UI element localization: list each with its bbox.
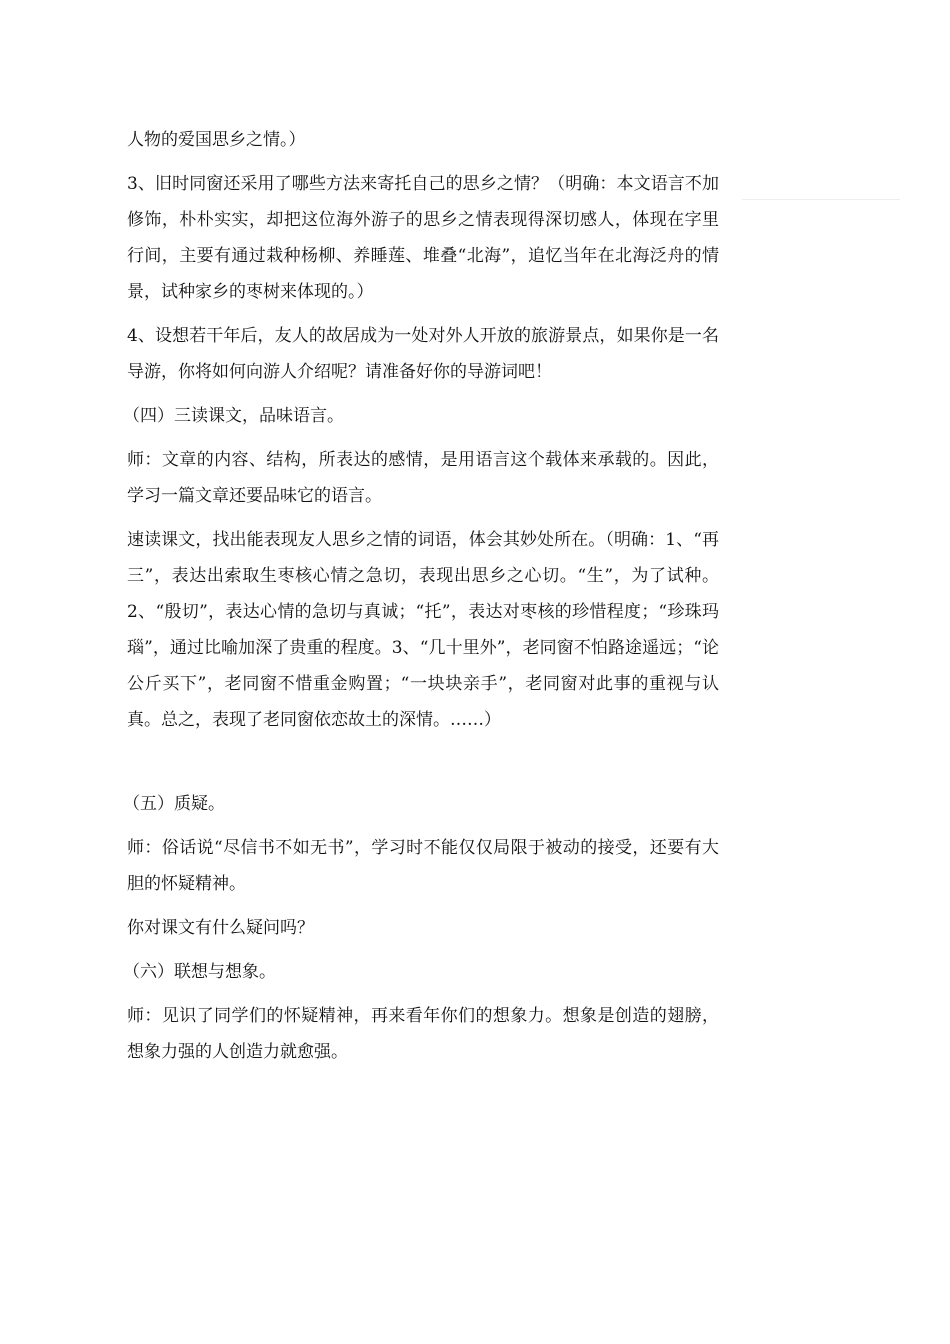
document-body — [123, 122, 719, 1078]
paragraph-continuation: 人物的爱国思乡之情。） — [127, 130, 306, 150]
section-heading-6: （六）联想与想象。 — [123, 962, 276, 982]
section-heading-4: （四）三读课文，品味语言。 — [123, 406, 344, 426]
paragraph-word-analysis: 速读课文，找出能表现友人思乡之情的词语，体会其妙处所在。（明确：1、“再三”，表达出索取生枣核心情之急切，表现出思乡之心切。“生”，为了试种。2、“殷切”，表达心情的急切与真诚；“托”，表达对枣核的珍惜程度；“珍珠玛瑙”，通过比喻加深了贵重的程度。3、“几十里外”，老同窗不怕路途遥远；“论公斤买下”，老同窗不惜重金购置；“一块块亲手”，老同窗对此事的重视与认真。总之，表现了老同窗依恋故土的深情。……） — [127, 530, 719, 730]
paragraph-teacher-doubt: 师：俗话说“尽信书不如无书”，学习时不能仅仅局限于被动的接受，还要有大胆的怀疑精神。 — [127, 838, 719, 894]
paragraph-teacher-language: 师：文章的内容、结构，所表达的感情，是用语言这个载体来承载的。因此，学习一篇文章还要品味它的语言。 — [127, 450, 719, 506]
section-heading-5: （五）质疑。 — [123, 794, 225, 814]
paragraph-question-4: 4、设想若干年后，友人的故居成为一处对外人开放的旅游景点，如果你是一名导游，你将如何向游人介绍呢？请准备好你的导游词吧！ — [127, 326, 719, 382]
paragraph-question-doubt: 你对课文有什么疑问吗？ — [127, 918, 314, 938]
paragraph-question-3: 3、旧时同窗还采用了哪些方法来寄托自己的思乡之情？（明确：本文语言不加修饰，朴朴实实，却把这位海外游子的思乡之情表现得深切感人，体现在字里行间，主要有通过栽种杨柳、养睡莲、堆叠“北海”，追忆当年在北海泛舟的情景，试种家乡的枣树来体现的。） — [127, 174, 719, 302]
blank-line — [127, 746, 719, 786]
paragraph-teacher-imagination: 师：见识了同学们的怀疑精神，再来看年你们的想象力。想象是创造的翅膀，想象力强的人创造力就愈强。 — [127, 1006, 719, 1062]
margin-divider — [742, 199, 900, 200]
